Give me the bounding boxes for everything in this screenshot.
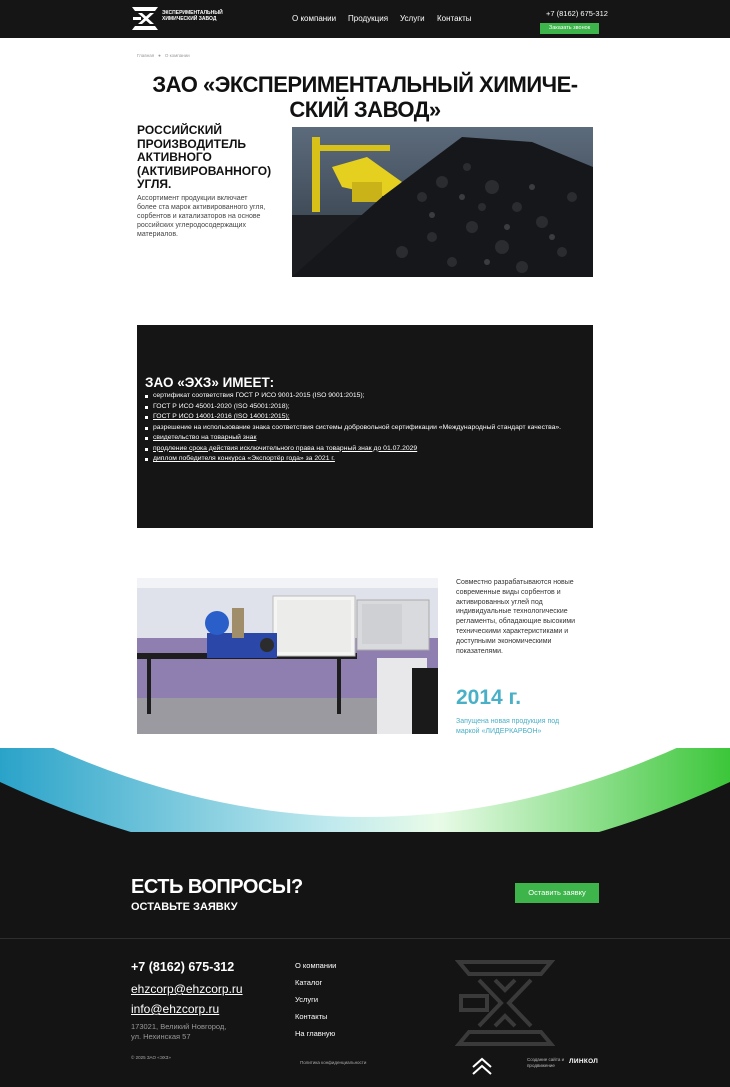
footer-nav-catalog[interactable]: Каталог [295, 978, 323, 987]
certificates-list [145, 392, 575, 466]
address-line-1: 173021, Великий Новгород, [131, 1022, 227, 1031]
copyright: © 2025 ЗАО «ЭХЗ» [131, 1055, 171, 1060]
list-item-link[interactable]: свидетельство на товарный знак [153, 434, 257, 441]
intro-text: Ассортимент продукции включает более ста марок активированного угля, сорбентов и катализаторов на основе российских углеродосодержащих материалов. [137, 195, 266, 238]
footer-address [131, 1022, 251, 1042]
list-item-link[interactable]: продление срока действия исключительного права на товарный знак до 01.07.2029 [153, 444, 418, 452]
year-label: 2014 г. [456, 686, 522, 709]
coal-photo [292, 127, 593, 277]
certificates-title: ЗАО «ЭХЗ» ИМЕЕТ: [145, 375, 275, 390]
nav-contacts[interactable]: Контакты [437, 14, 472, 23]
list-item [145, 392, 575, 401]
footer-divider [0, 938, 730, 939]
lab-photo [137, 578, 438, 734]
list-item[interactable] [145, 455, 575, 464]
breadcrumb-current: О компании [164, 53, 190, 58]
nav-about[interactable]: О компании [292, 14, 337, 23]
list-item[interactable] [145, 445, 575, 454]
footer-email-1[interactable]: ehzcorp@ehzcorp.ru [131, 982, 243, 996]
nav-products[interactable]: Продукция [348, 14, 389, 23]
list-item[interactable] [145, 434, 575, 443]
leave-request-button[interactable]: Оставить заявку [515, 883, 599, 903]
address-line-2: ул. Нехинская 57 [131, 1032, 191, 1041]
lab-text: Совместно разрабатываются новые современные виды сорбентов и активированных углей под индивидуальные технологические регламенты, обладающие высокими техническими характеристиками и доступными экономическими показателями. [456, 579, 576, 655]
list-item[interactable] [145, 413, 575, 422]
privacy-policy-link[interactable]: Политика конфиденциальности [300, 1060, 367, 1065]
list-item [145, 424, 575, 433]
site-header [0, 0, 730, 38]
call-back-button[interactable]: Заказать звонок [540, 23, 599, 34]
nav-services[interactable]: Услуги [400, 14, 425, 23]
list-item-text: разрешение на использование знака соответствия системы добровольной сертификации «Международный стандарт качества». [153, 423, 562, 431]
list-item [145, 403, 575, 412]
footer-nav-home[interactable]: На главную [295, 1029, 336, 1038]
header-phone[interactable]: +7 (8162) 675-312 [546, 9, 608, 18]
list-item-link[interactable]: ГОСТ Р ИСО 14001-2016 (ISO 14001:2015); [153, 413, 290, 420]
studio-link[interactable]: ЛИНКОЛ [569, 1058, 599, 1065]
decorative-swoosh [0, 742, 730, 942]
cta-subtitle: ОСТАВЬТЕ ЗАЯВКУ [131, 901, 238, 913]
made-by-text: Создание сайта и продвижение [527, 1057, 565, 1068]
page-title: ЗАО «ЭКСПЕРИМЕНТАЛЬНЫЙ ХИМИЧЕ-СКИЙ ЗАВОД» [152, 72, 578, 122]
logo-icon[interactable] [131, 6, 159, 31]
footer-nav-services[interactable]: Услуги [295, 995, 319, 1004]
breadcrumb-separator: ● [158, 53, 161, 58]
scroll-top-icon[interactable] [471, 1057, 493, 1077]
footer-email-2[interactable]: info@ehzcorp.ru [131, 1002, 220, 1016]
cta-title: ЕСТЬ ВОПРОСЫ? [131, 876, 303, 898]
list-item-text: сертификат соответствия ГОСТ Р ИСО 9001-2015 (ISO 9001:2015); [153, 392, 365, 399]
intro-title: РОССИЙСКИЙ ПРОИЗВОДИТЕЛЬ АКТИВНОГО (АКТИВИРОВАННОГО) УГЛЯ. [137, 123, 272, 191]
certificates-panel [137, 325, 593, 528]
breadcrumb-home[interactable]: Главная [137, 53, 155, 58]
footer-nav-contacts[interactable]: Контакты [295, 1012, 328, 1021]
footer-logo-icon [455, 958, 555, 1048]
logo-text: ЭКСПЕРИМЕНТАЛЬНЫЙ ХИМИЧЕСКИЙ ЗАВОД [162, 10, 223, 22]
list-item-link[interactable]: диплом победителя конкурса «Экспортёр года» за 2021 г. [153, 455, 335, 462]
footer-phone[interactable]: +7 (8162) 675-312 [131, 960, 235, 974]
footer-nav-about[interactable]: О компании [295, 961, 337, 970]
breadcrumb [137, 53, 190, 58]
list-item-text: ГОСТ Р ИСО 45001-2020 (ISO 45001:2018); [153, 402, 290, 410]
year-text: Запущена новая продукция под маркой «ЛИДЕРКАРБОН» [456, 718, 560, 735]
